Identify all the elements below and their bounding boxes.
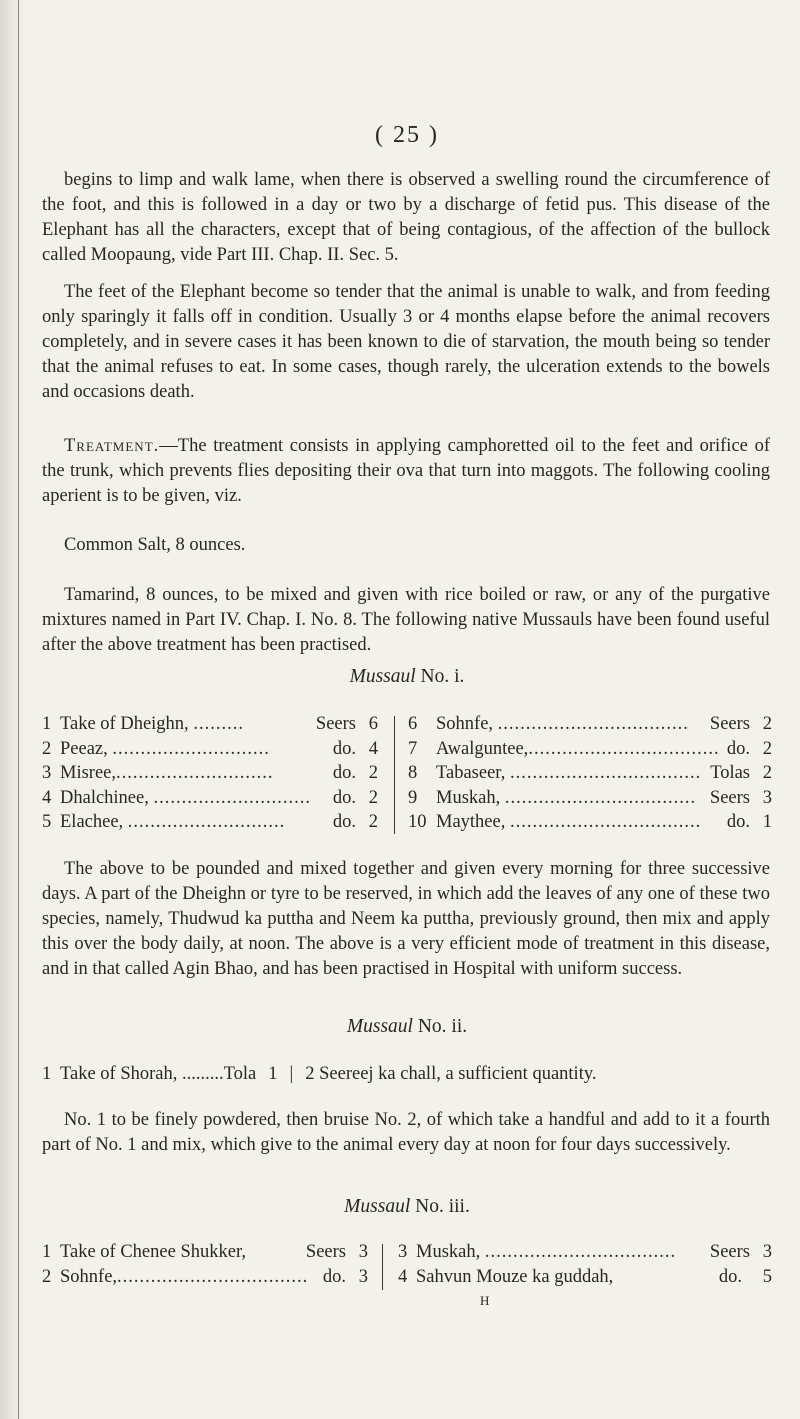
ingredient-unit: Seers	[305, 1242, 346, 1262]
paragraph-tamarind-text: Tamarind, 8 ounces, to be mixed and given with rice boiled or raw, or any of the purgative mixtures named in Part IV. Chap. I. No. 8. The following native Mussauls have been found useful after the above treatment has been practised.	[42, 585, 770, 655]
ingredient-name: Take of Dheighn, .........	[60, 714, 244, 734]
ingredient-name-text: Take of Dheighn,	[60, 714, 189, 734]
mussaul-1-heading-italic: Mussaul	[349, 666, 416, 687]
ingredient-name-text: Tabaseer,	[436, 763, 506, 783]
ingredient-number: 2	[42, 738, 52, 759]
ingredient-row	[408, 737, 772, 762]
ingredient-row	[42, 1062, 772, 1087]
paragraph-directions-1-text: The above to be pounded and mixed together and given every morning for three successive days. A part of the Dheighn or tyre to be reserved, in which add the leaves of any one of these two species, namely, Thudwud ka puttha and Neem ka puttha, previously ground, then mix and apply this over the body daily, at noon. The above is a very efficient mode of treatment in this disease, and in that called Agin Bhao, and has been practised in Hospital with uniform success.	[42, 859, 770, 979]
ingredient-name: Elachee, ............................	[60, 812, 286, 832]
ingredient-name-text: Muskah,	[436, 787, 501, 808]
ingredient-number: 1	[42, 1064, 52, 1084]
paragraph-2-text: The feet of the Elephant become so tender that the animal is unable to walk, and from feeding only sparingly it falls off in condition. Usually 3 or 4 months elapse before the animal recovers completely, and in severe cases it has been known to die of starvation, the mouth being so tender that the animal refuses to eat. In some cases, though rarely, the ulceration extends to the bowels and occasions death.	[42, 282, 770, 402]
signature-mark: H	[480, 1293, 491, 1308]
ingredient-name-text: Misree,	[60, 763, 116, 783]
ingredient-unit: Seers	[709, 1242, 750, 1262]
paragraph-salt-text: Common Salt, 8 ounces.	[64, 535, 246, 555]
paragraph-1-text: begins to limp and walk lame, when there is observed a swelling round the circumference of the foot, and this is followed in a day or two by a discharge of fetid pus. This disease of the Elephant has all the characters, except that of being contagious, of the affection of the bullock called Moopaung, vide Part III. Chap. II. Sec. 5.	[42, 170, 770, 265]
ingredient-number: 3	[398, 1242, 408, 1262]
mussaul-2-heading-italic: Mussaul	[346, 1016, 413, 1037]
ingredient-unit: do.	[726, 812, 750, 832]
treatment-paragraph	[42, 434, 770, 509]
mussaul-2-table	[42, 1062, 772, 1088]
ingredient-qty: 2	[368, 812, 378, 832]
ingredient-name-text: Peeaz,	[60, 738, 108, 759]
ingredient-name: Sohnfe,..................................	[60, 1266, 309, 1287]
ingredient-number: 4	[398, 1266, 408, 1287]
ingredient-name-text: Sahvun Mouze ka guddah,	[416, 1266, 614, 1287]
ingredient-qty: 4	[368, 738, 378, 759]
ingredient-unit: do.	[726, 738, 750, 759]
ingredient-qty: 2	[762, 714, 772, 734]
ingredient-name-text: Take of Chenee Shukker,	[60, 1242, 246, 1262]
ingredient-qty: 3	[762, 1242, 772, 1262]
ingredient-name-text: Sohnfe,	[436, 714, 494, 734]
ingredient-text: 2 Seereej ka chall, a sufficient quantity.	[305, 1064, 597, 1084]
ingredient-number: 7	[408, 738, 418, 759]
ingredient-row	[42, 761, 378, 786]
ingredient-unit: do.	[322, 1266, 346, 1287]
ingredient-row	[398, 1265, 772, 1290]
ingredient-number: 2	[42, 1266, 52, 1287]
ingredient-name: Muskah, ..................................	[416, 1242, 677, 1262]
ingredient-unit: do.	[332, 763, 356, 783]
ingredient-unit: do.	[718, 1266, 742, 1287]
mussaul-3-right-column	[398, 1240, 772, 1289]
paragraph-salt	[42, 533, 770, 558]
ingredient-name	[60, 1240, 304, 1265]
paragraph-tamarind	[42, 583, 770, 658]
ingredient-unit: Tola	[223, 1064, 257, 1084]
ingredient-row	[42, 810, 378, 835]
ingredient-qty: 2	[762, 738, 772, 759]
ingredient-row	[42, 1265, 368, 1290]
ingredient-row	[398, 1240, 772, 1265]
ingredient-number: 3	[42, 763, 52, 783]
ingredient-unit: Seers	[709, 787, 750, 808]
ingredient-unit: do.	[332, 812, 356, 832]
ingredient-number: 6	[408, 714, 418, 734]
binding-edge	[18, 0, 19, 1419]
ingredient-qty: 3	[358, 1242, 368, 1262]
ingredient-name: Sohnfe, ..................................	[436, 714, 689, 734]
paragraph-1	[42, 168, 770, 268]
ingredient-name	[416, 1265, 713, 1290]
ingredient-row	[408, 786, 772, 811]
mussaul-1-heading	[42, 666, 772, 688]
ingredient-qty: 5	[762, 1266, 772, 1287]
mussaul-3-heading-italic: Mussaul	[344, 1196, 411, 1217]
ingredient-name-text: Maythee,	[436, 812, 506, 832]
row-separator: |	[289, 1064, 294, 1084]
mussaul-1-left-column	[42, 712, 378, 835]
mussaul-2-heading-number: No. ii.	[412, 1016, 468, 1037]
ingredient-name: Dhalchinee, ............................	[60, 787, 311, 808]
treatment-lead: Treatment.	[64, 436, 160, 456]
ingredient-row	[42, 786, 378, 811]
ingredient-name: Tabaseer, ..................................	[436, 763, 702, 783]
ingredient-name-text: Elachee,	[60, 812, 124, 832]
ingredient-unit: Seers	[315, 714, 356, 734]
ingredient-unit: Tolas	[710, 763, 750, 783]
paragraph-directions-2-text: No. 1 to be finely powdered, then bruise No. 2, of which take a handful and add to it a fourth part of No. 1 and mix, which give to the animal every day at noon for four days successively.	[42, 1110, 770, 1155]
paragraph-2	[42, 280, 770, 405]
ingredient-qty: 3	[762, 787, 772, 808]
column-divider	[394, 716, 395, 834]
ingredient-unit: do.	[332, 738, 356, 759]
ingredient-qty: 1	[762, 812, 772, 832]
ingredient-name-text: Muskah,	[416, 1242, 481, 1262]
mussaul-1-heading-number: No. i.	[415, 666, 465, 687]
treatment-text: —The treatment consists in applying camphoretted oil to the feet and orifice of the trunk, which prevents flies depositing their ova that turn into maggots. The following cooling aperient is to be given, viz.	[42, 436, 770, 506]
column-divider	[382, 1244, 383, 1290]
ingredient-qty: 2	[368, 763, 378, 783]
paragraph-directions-1	[42, 857, 770, 982]
ingredient-number: 1	[42, 714, 52, 734]
ingredient-name: Take of Shorah, .........	[60, 1064, 224, 1084]
ingredient-unit: Seers	[709, 714, 750, 734]
ingredient-name: Maythee, ..................................	[436, 812, 702, 832]
ingredient-name-text: Take of Shorah,	[60, 1064, 178, 1084]
mussaul-1-table	[42, 712, 772, 836]
ingredient-name-text: Sohnfe,	[60, 1266, 118, 1287]
ingredient-qty: 3	[358, 1266, 368, 1287]
ingredient-name: Awalguntee,..................................	[436, 738, 720, 759]
ingredient-name-text: Awalguntee,	[436, 738, 529, 759]
ingredient-name: Peeaz, ............................	[60, 738, 270, 759]
ingredient-row	[42, 1240, 368, 1265]
ingredient-qty: 6	[368, 714, 378, 734]
paragraph-directions-2	[42, 1108, 770, 1158]
mussaul-2-heading	[42, 1016, 772, 1038]
ingredient-row	[408, 712, 772, 737]
ingredient-name: Misree,............................	[60, 763, 274, 783]
ingredient-name: Muskah, ..................................	[436, 787, 697, 808]
ingredient-number: 4	[42, 787, 52, 808]
ingredient-number: 10	[408, 812, 427, 832]
mussaul-3-left-column	[42, 1240, 368, 1289]
ingredient-qty: 2	[368, 787, 378, 808]
ingredient-number: 8	[408, 763, 418, 783]
ingredient-row	[42, 737, 378, 762]
ingredient-name-text: Dhalchinee,	[60, 787, 149, 808]
ingredient-qty: 1	[268, 1064, 278, 1084]
mussaul-3-heading-number: No. iii.	[410, 1196, 470, 1217]
mussaul-3-table	[42, 1240, 772, 1292]
ingredient-number: 9	[408, 787, 418, 808]
ingredient-row	[42, 712, 378, 737]
mussaul-3-heading	[42, 1196, 772, 1218]
mussaul-1-right-column	[408, 712, 772, 835]
page-number: ( 25 )	[375, 122, 439, 148]
ingredient-unit: do.	[332, 787, 356, 808]
ingredient-row	[408, 761, 772, 786]
ingredient-row	[408, 810, 772, 835]
page-gutter	[0, 0, 26, 1419]
ingredient-qty: 2	[762, 763, 772, 783]
ingredient-number: 5	[42, 812, 52, 832]
ingredient-number: 1	[42, 1242, 52, 1262]
